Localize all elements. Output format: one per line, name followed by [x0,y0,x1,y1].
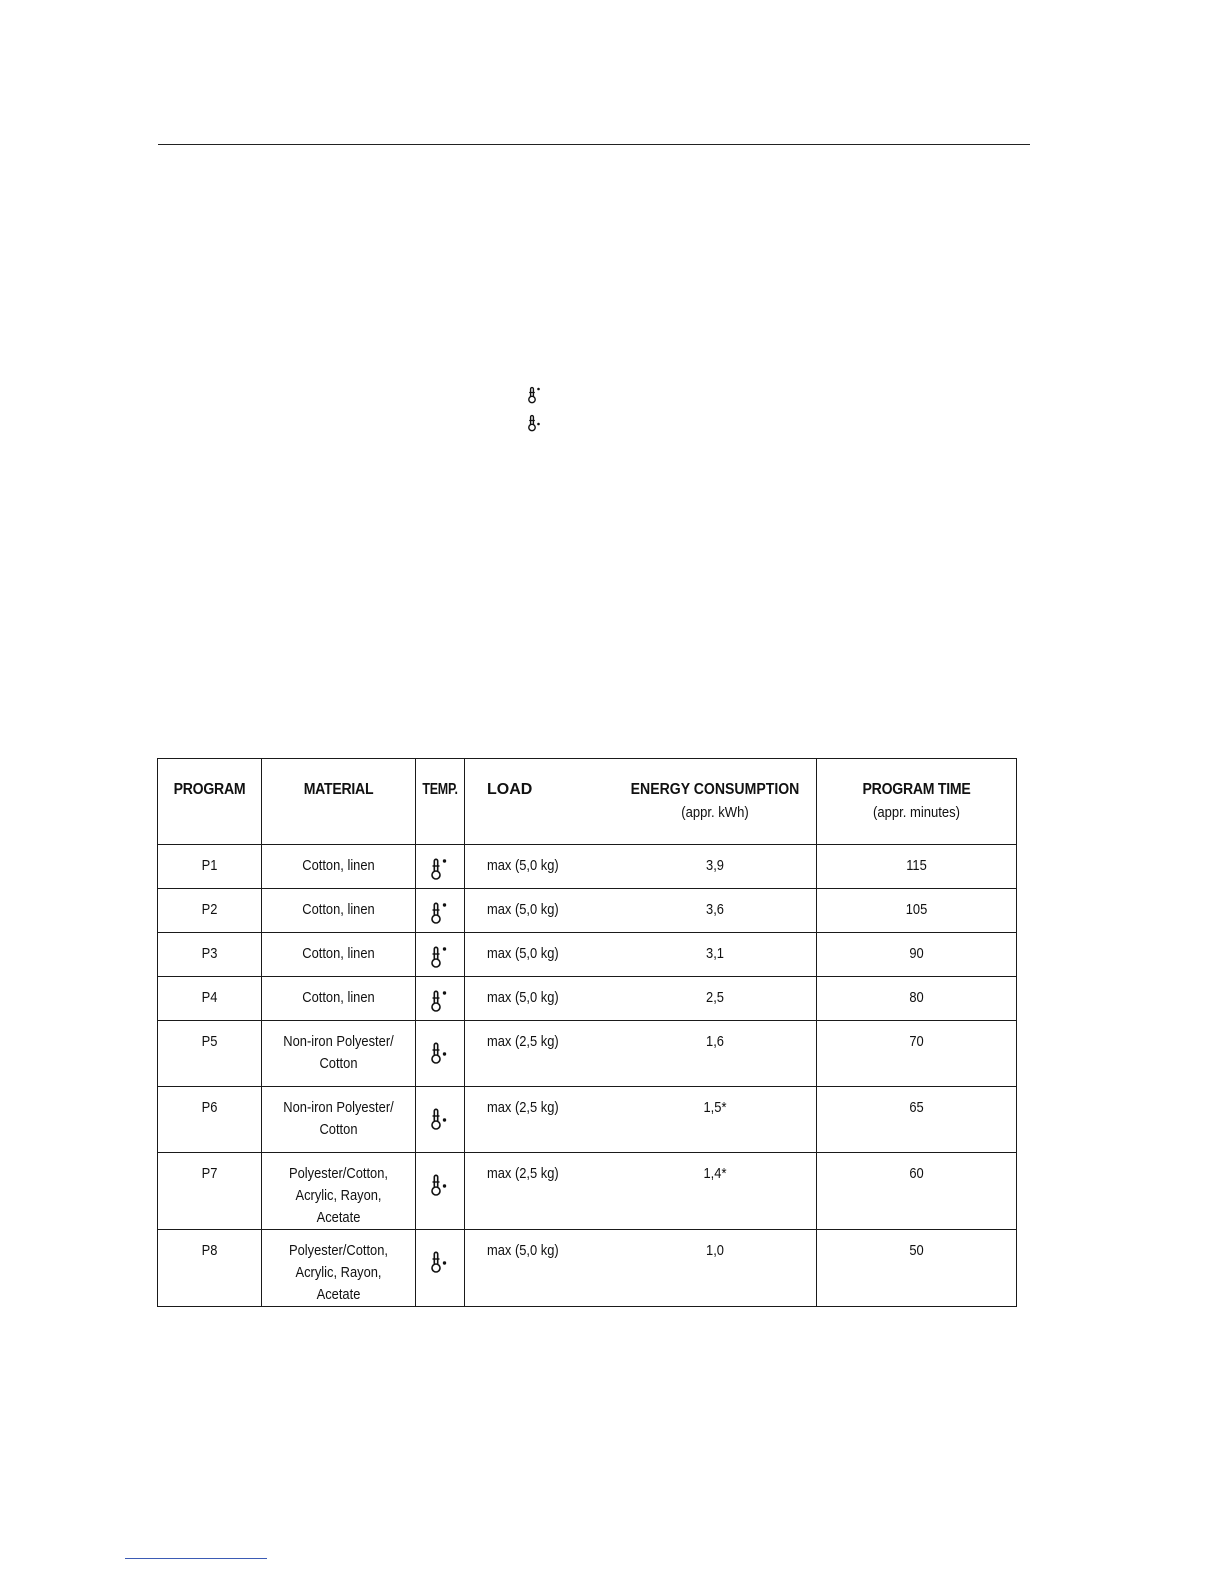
header-load-energy [465,759,817,845]
header-load: LOAD [487,781,533,798]
thermometer-low-icon [416,1250,464,1274]
cell-load: max (5,0 kg) [487,989,559,1006]
cell-temp [416,889,465,933]
cell-time: 50 [817,1230,1017,1307]
cell-energy: 2,5 [706,989,724,1006]
cell-energy: 3,1 [706,945,724,962]
thermometer-low-icon [416,1107,464,1131]
thermometer-high-icon [416,989,464,1013]
cell-time: 65 [817,1087,1017,1153]
program-table [157,758,1017,1307]
cell-load: max (2,5 kg) [487,1165,559,1182]
cell-material: Cotton, linen [262,977,416,1021]
cell-load-energy [465,933,817,977]
table-row [158,977,1017,1021]
cell-load: max (5,0 kg) [487,945,559,962]
top-rule [158,144,1030,145]
table-row [158,889,1017,933]
cell-program: P8 [158,1230,262,1307]
cell-program: P2 [158,889,262,933]
cell-load-energy [465,845,817,889]
cell-program: P4 [158,977,262,1021]
cell-load-energy [465,1021,817,1087]
cell-load-energy [465,1087,817,1153]
cell-material: Non-iron Polyester/ Cotton [262,1021,416,1087]
table-row [158,1230,1017,1307]
thermometer-high-icon [416,945,464,969]
cell-load-energy [465,977,817,1021]
cell-load-energy [465,1153,817,1230]
cell-energy: 3,6 [706,901,724,918]
thermometer-low-icon [416,1173,464,1197]
cell-time: 80 [817,977,1017,1021]
cell-temp [416,1153,465,1230]
cell-material: Cotton, linen [262,933,416,977]
cell-energy: 1,6 [706,1033,724,1050]
header-temp: TEMP. [416,759,465,845]
thermometer-high-icon [526,386,546,404]
cell-time: 105 [817,889,1017,933]
cell-material: Cotton, linen [262,889,416,933]
cell-load-energy [465,889,817,933]
cell-material: Cotton, linen [262,845,416,889]
cell-material: Non-iron Polyester/ Cotton [262,1087,416,1153]
header-program: PROGRAM [158,759,262,845]
cell-load: max (5,0 kg) [487,1242,559,1259]
cell-temp [416,1230,465,1307]
bottom-link-rule [125,1558,267,1559]
table-row [158,1087,1017,1153]
cell-load: max (5,0 kg) [487,857,559,874]
cell-material: Polyester/Cotton, Acrylic, Rayon, Acetate [262,1153,416,1230]
cell-program: P6 [158,1087,262,1153]
cell-time: 115 [817,845,1017,889]
thermometer-high-icon [416,857,464,881]
cell-program: P5 [158,1021,262,1087]
cell-load-energy [465,1230,817,1307]
cell-temp [416,977,465,1021]
cell-temp [416,1087,465,1153]
header-energy: ENERGY CONSUMPTION (appr. kWh) [615,781,815,821]
table-row [158,1153,1017,1230]
table-row [158,845,1017,889]
table-row [158,933,1017,977]
cell-energy: 1,4* [703,1165,727,1182]
header-energy-unit: (appr. kWh) [681,805,749,821]
cell-temp [416,845,465,889]
cell-temp [416,1021,465,1087]
cell-material: Polyester/Cotton, Acrylic, Rayon, Acetate [262,1230,416,1307]
cell-load: max (2,5 kg) [487,1033,559,1050]
thermometer-low-icon [416,1041,464,1065]
cell-time: 90 [817,933,1017,977]
cell-program: P7 [158,1153,262,1230]
header-time: PROGRAM TIME (appr. minutes) [817,759,1017,845]
cell-program: P1 [158,845,262,889]
cell-energy: 1,5* [703,1099,727,1116]
table-header-row [158,759,1017,845]
cell-load: max (5,0 kg) [487,901,559,918]
cell-load: max (2,5 kg) [487,1099,559,1116]
cell-time: 70 [817,1021,1017,1087]
cell-energy: 1,0 [706,1242,724,1259]
header-time-unit: (appr. minutes) [872,805,961,821]
cell-program: P3 [158,933,262,977]
thermometer-high-icon [416,901,464,925]
header-material: MATERIAL [262,759,416,845]
thermometer-low-icon [526,414,546,432]
cell-energy: 3,9 [706,857,724,874]
table-row [158,1021,1017,1087]
cell-temp [416,933,465,977]
cell-time: 60 [817,1153,1017,1230]
